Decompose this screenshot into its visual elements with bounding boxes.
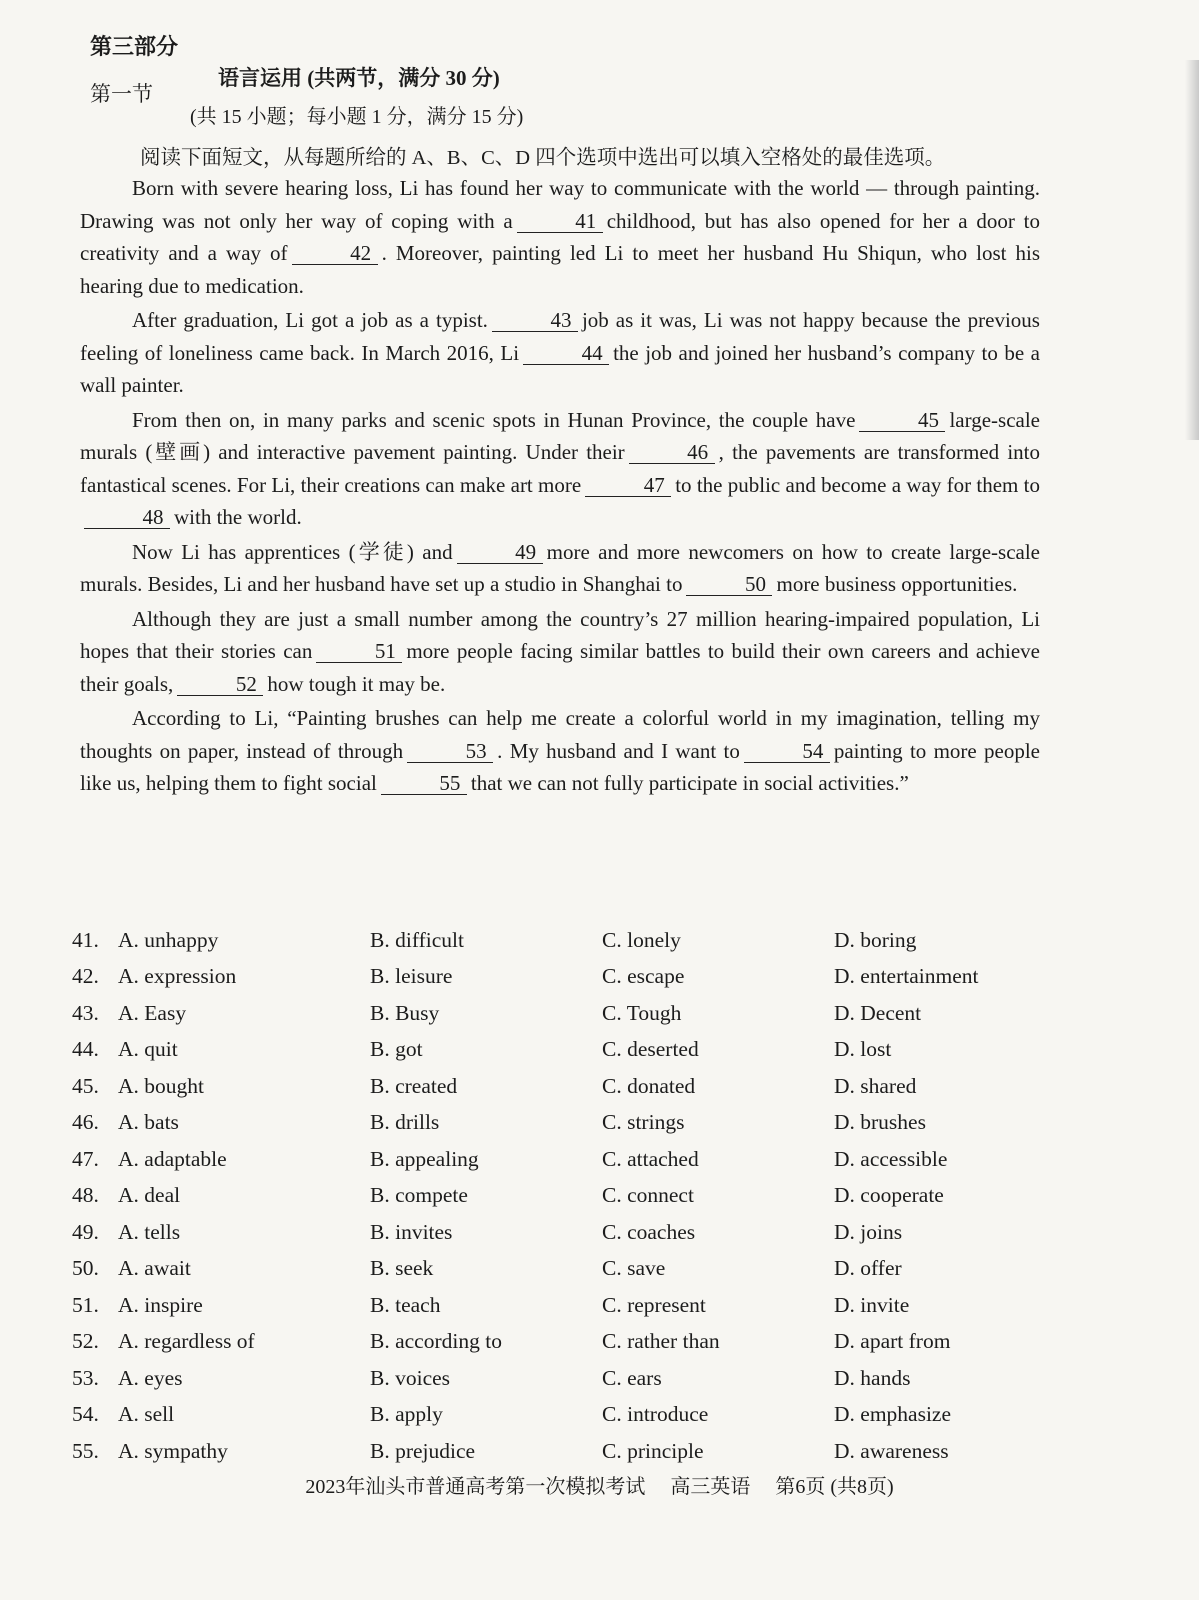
option-row [72, 1287, 1052, 1324]
option-d: D. Decent [834, 1000, 922, 1025]
blank: 54 [744, 740, 830, 763]
question-number: 52. [72, 1329, 99, 1354]
option-a: A. expression [118, 964, 237, 989]
option-c: C. donated [602, 1073, 696, 1098]
option-d: D. lost [834, 1037, 892, 1062]
option-b: B. created [370, 1073, 458, 1098]
option-a: A. sympathy [118, 1438, 228, 1463]
option-c: C. lonely [602, 927, 681, 952]
option-row [72, 1214, 1052, 1251]
question-number: 43. [72, 1000, 99, 1025]
question-number: 49. [72, 1219, 99, 1244]
passage-text: job as it was, Li was not happy because the previous feeling of loneliness came back. In March 2016, Li [80, 308, 1040, 365]
option-c: C. Tough [602, 1000, 682, 1025]
option-c: C. coaches [602, 1219, 696, 1244]
section-info: (共 15 小题；每小题 1 分，满分 15 分) [190, 106, 524, 128]
paragraph [80, 404, 1040, 534]
option-d: D. awareness [834, 1438, 949, 1463]
passage-text: Born with severe hearing loss, Li has found her way to communicate with the world — through painting. Drawing was not only her way of coping with a [80, 176, 1040, 233]
question-number: 51. [72, 1292, 99, 1317]
option-a: A. unhappy [118, 927, 219, 952]
blank: 47 [585, 474, 671, 497]
paragraph [80, 304, 1040, 402]
blank: 45 [859, 409, 945, 432]
option-a: A. await [118, 1256, 191, 1281]
passage-text: more business opportunities. [776, 572, 1018, 596]
option-b: B. drills [370, 1110, 440, 1135]
option-row [72, 995, 1052, 1032]
option-b: B. difficult [370, 927, 464, 952]
option-b: B. appealing [370, 1146, 479, 1171]
option-d: D. hands [834, 1365, 911, 1390]
part-heading: 第三部分 [90, 34, 179, 59]
option-b: B. according to [370, 1329, 502, 1354]
option-a: A. deal [118, 1183, 181, 1208]
blank: 55 [381, 772, 467, 795]
option-c: C. introduce [602, 1402, 709, 1427]
passage-text: with the world. [174, 505, 302, 529]
option-row [72, 1324, 1052, 1361]
paragraph [80, 603, 1040, 701]
question-number: 54. [72, 1402, 99, 1427]
option-c: C. strings [602, 1110, 685, 1135]
passage-text: After graduation, Li got a job as a typist. [132, 308, 488, 332]
passage-text: more and more newcomers on how to create large-scale murals. Besides, Li and her husband have set up a studio in Shanghai to [80, 539, 1040, 596]
option-d: D. invite [834, 1292, 910, 1317]
page-footer [0, 1470, 1199, 1499]
option-b: B. Busy [370, 1000, 440, 1025]
question-number: 42. [72, 964, 99, 989]
blank: 44 [523, 342, 609, 365]
question-number: 45. [72, 1073, 99, 1098]
option-b: B. invites [370, 1219, 453, 1244]
option-d: D. entertainment [834, 964, 979, 989]
option-row [72, 1360, 1052, 1397]
blank: 41 [517, 210, 603, 233]
option-c: C. ears [602, 1365, 662, 1390]
blank: 50 [686, 573, 772, 596]
option-a: A. inspire [118, 1292, 203, 1317]
option-b: B. got [370, 1037, 423, 1062]
option-b: B. prejudice [370, 1438, 476, 1463]
option-d: D. brushes [834, 1110, 926, 1135]
option-row [72, 1397, 1052, 1434]
blank: 53 [407, 740, 493, 763]
option-a: A. tells [118, 1219, 181, 1244]
option-c: C. principle [602, 1438, 704, 1463]
passage-text: to the public and become a way for them to [675, 472, 1040, 497]
passage-text: that we can not fully participate in social activities.” [470, 771, 909, 795]
passage-text: the job and joined her husband’s company to be a wall painter. [80, 340, 1040, 397]
option-c: C. save [602, 1256, 666, 1281]
option-d: D. offer [834, 1256, 902, 1281]
passage-text: From then on, in many parks and scenic spots in Hunan Province, the couple have [132, 407, 856, 432]
cloze-passage [80, 172, 1040, 802]
option-d: D. accessible [834, 1146, 948, 1171]
option-a: A. sell [118, 1402, 175, 1427]
passage-text: , the pavements are transformed into fantastical scenes. For Li, their creations can make art more [80, 440, 1040, 497]
scan-edge-shadow [1185, 60, 1199, 440]
paragraph [80, 172, 1040, 302]
option-c: C. rather than [602, 1329, 720, 1354]
blank: 48 [84, 506, 170, 529]
option-row [72, 1433, 1052, 1470]
option-b: B. compete [370, 1183, 468, 1208]
blank: 49 [457, 541, 543, 564]
option-c: C. connect [602, 1183, 694, 1208]
question-number: 46. [72, 1110, 99, 1135]
option-a: A. adaptable [118, 1146, 227, 1171]
page-number: 第6页 (共8页) [775, 1476, 894, 1498]
option-d: D. shared [834, 1073, 917, 1098]
option-a: A. bats [118, 1110, 179, 1135]
option-row [72, 959, 1052, 996]
option-row [72, 1141, 1052, 1178]
passage-text: . My husband and I want to [497, 738, 740, 763]
blank: 46 [629, 441, 715, 464]
answer-options [72, 922, 1052, 1470]
blank: 42 [292, 242, 378, 265]
part-title: 语言运用 (共两节，满分 30 分) [218, 66, 500, 90]
option-d: D. cooperate [834, 1183, 944, 1208]
section-heading: 第一节 [90, 82, 153, 106]
passage-text: Now Li has apprentices (学徒) and [132, 539, 453, 564]
question-number: 44. [72, 1037, 99, 1062]
option-row [72, 1178, 1052, 1215]
instruction-text: 阅读下面短文，从每题所给的 A、B、C、D 四个选项中选出可以填入空格处的最佳选项。 [140, 147, 946, 169]
subject-name: 高三英语 [670, 1476, 751, 1498]
paragraph [80, 536, 1040, 601]
option-c: C. represent [602, 1292, 706, 1317]
option-d: D. joins [834, 1219, 903, 1244]
option-a: A. regardless of [118, 1329, 255, 1354]
option-row [72, 922, 1052, 959]
option-row [72, 1068, 1052, 1105]
option-a: A. quit [118, 1037, 178, 1062]
passage-text: painting to more people like us, helping them to fight social [80, 738, 1040, 795]
option-row [72, 1251, 1052, 1288]
option-c: C. attached [602, 1146, 699, 1171]
passage-text: more people facing similar battles to build their own careers and achieve their goals, [80, 639, 1040, 696]
blank: 51 [316, 640, 402, 663]
option-c: C. escape [602, 964, 685, 989]
option-b: B. teach [370, 1292, 441, 1317]
passage-text: large-scale murals (壁画) and interactive pavement painting. Under their [80, 407, 1040, 464]
option-b: B. apply [370, 1402, 443, 1427]
question-number: 50. [72, 1256, 99, 1281]
question-number: 47. [72, 1146, 99, 1171]
option-b: B. seek [370, 1256, 434, 1281]
option-d: D. emphasize [834, 1402, 952, 1427]
passage-text: According to Li, “Painting brushes can help me create a colorful world in my imagination, telling my thoughts on paper, instead of through [80, 706, 1040, 763]
option-c: C. deserted [602, 1037, 699, 1062]
option-b: B. leisure [370, 964, 453, 989]
exam-name: 2023年汕头市普通高考第一次模拟考试 [305, 1476, 646, 1498]
option-a: A. bought [118, 1073, 204, 1098]
passage-text: . Moreover, painting led Li to meet her husband Hu Shiqun, who lost his hearing due to medication. [80, 241, 1041, 298]
option-b: B. voices [370, 1365, 451, 1390]
option-row [72, 1105, 1052, 1142]
paragraph [80, 702, 1040, 800]
passage-text: Although they are just a small number among the country’s 27 million hearing-impaired population, Li hopes that their stories can [80, 606, 1040, 663]
question-number: 53. [72, 1365, 99, 1390]
blank: 52 [177, 673, 263, 696]
question-number: 41. [72, 927, 99, 952]
passage-text: how tough it may be. [267, 671, 446, 696]
option-d: D. boring [834, 927, 917, 952]
question-number: 48. [72, 1183, 99, 1208]
blank: 43 [492, 309, 578, 332]
question-number: 55. [72, 1438, 99, 1463]
option-a: A. eyes [118, 1365, 183, 1390]
option-a: A. Easy [118, 1000, 187, 1025]
option-d: D. apart from [834, 1329, 951, 1354]
option-row [72, 1032, 1052, 1069]
passage-text: childhood, but has also opened for her a door to creativity and a way of [80, 208, 1040, 265]
